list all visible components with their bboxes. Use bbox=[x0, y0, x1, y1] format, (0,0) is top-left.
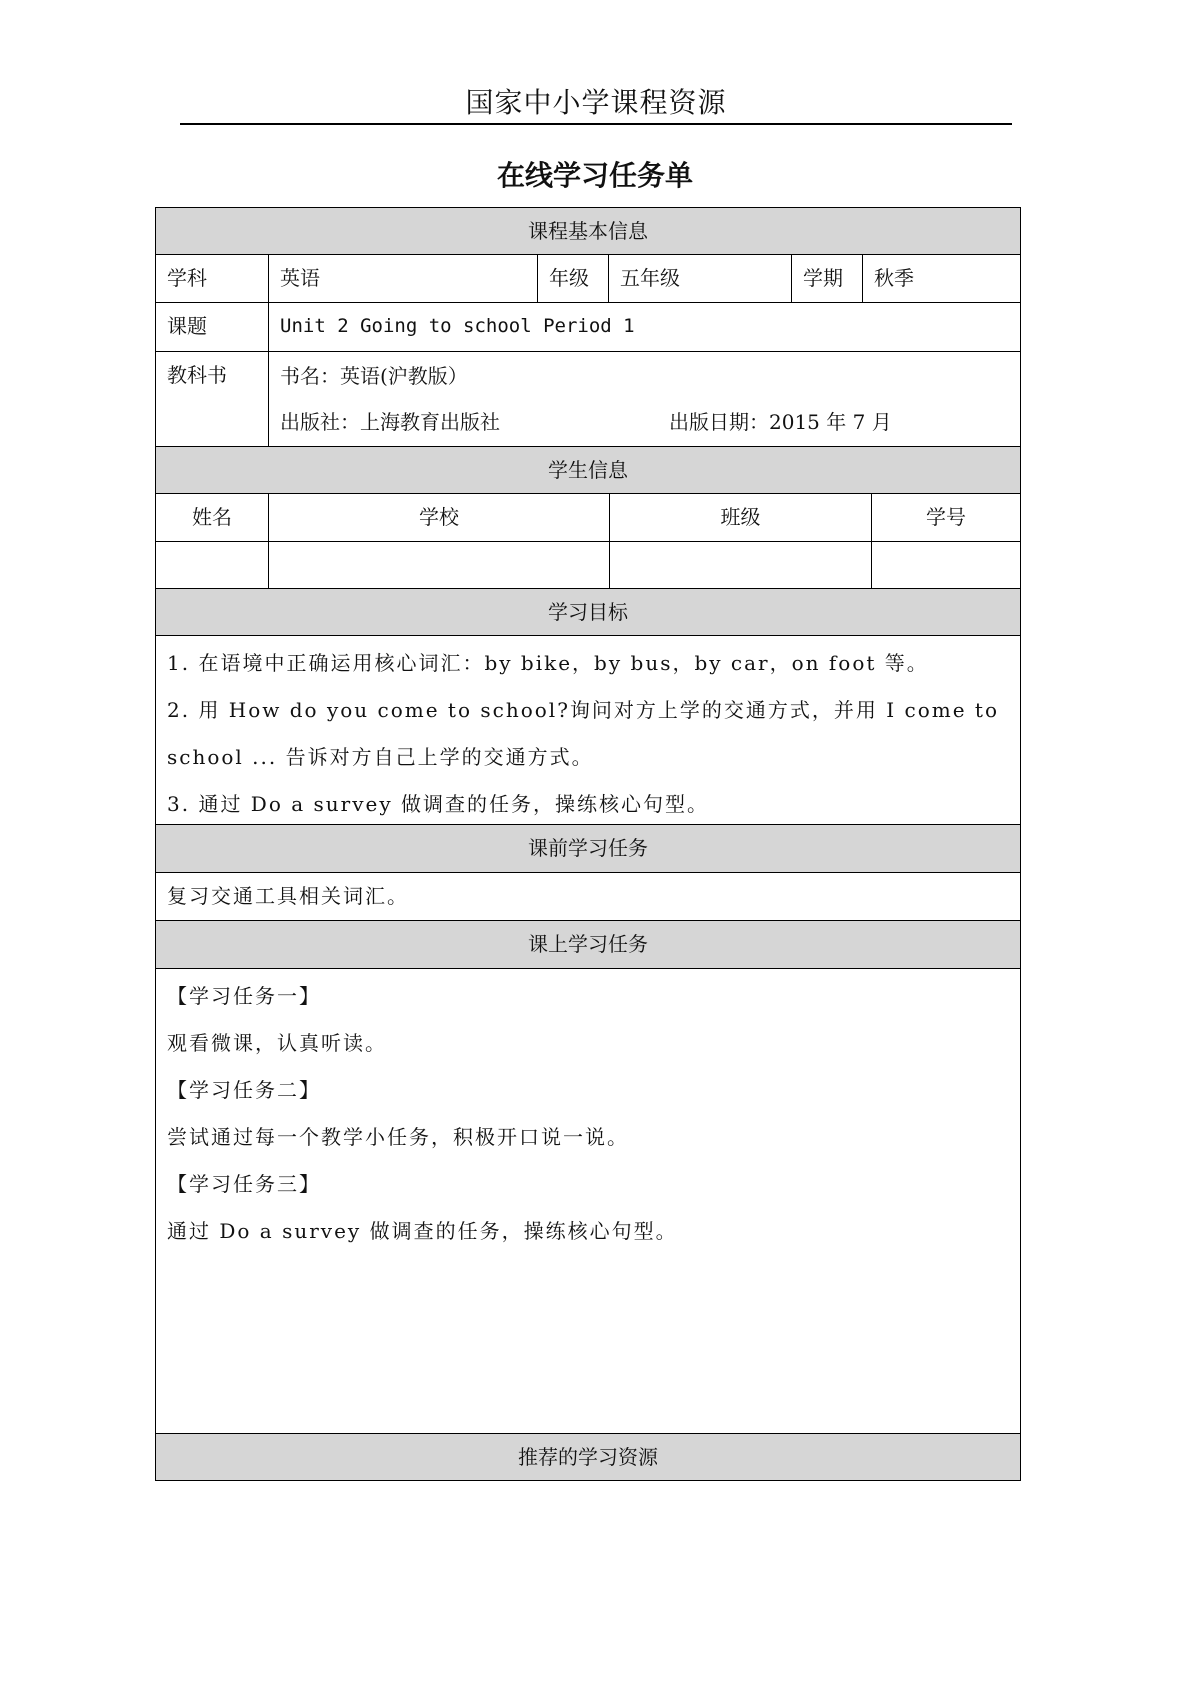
book-name: 书名：英语(沪教版） bbox=[280, 364, 468, 388]
grade-label: 年级 bbox=[537, 254, 609, 303]
task-heading-2: 【学习任务二】 bbox=[167, 1078, 321, 1102]
objective-item: 2. 用 How do you come to school?询问对方上学的交通方式，并用 I come to bbox=[167, 698, 1000, 722]
topic-label: 课题 bbox=[155, 302, 269, 352]
page-header-title: 国家中小学课程资源 bbox=[465, 86, 727, 119]
name-label: 姓名 bbox=[155, 493, 269, 542]
topic-value: Unit 2 Going to school Period 1 bbox=[268, 302, 1021, 352]
pre-class-task: 复习交通工具相关词汇。 bbox=[155, 872, 1021, 921]
task-content-2: 尝试通过每一个教学小任务，积极开口说一说。 bbox=[167, 1125, 629, 1149]
section-pre-class: 课前学习任务 bbox=[155, 824, 1021, 873]
task-heading-3: 【学习任务三】 bbox=[167, 1172, 321, 1196]
term-label: 学期 bbox=[791, 254, 863, 303]
objectives-list bbox=[155, 635, 1021, 825]
class-label: 班级 bbox=[609, 493, 872, 542]
section-student-info: 学生信息 bbox=[155, 446, 1021, 494]
task-content-3: 通过 Do a survey 做调查的任务，操练核心句型。 bbox=[167, 1219, 678, 1243]
student-id-field bbox=[871, 541, 1021, 589]
publish-date: 出版日期：2015 年 7 月 bbox=[669, 410, 892, 434]
student-id-label: 学号 bbox=[871, 493, 1021, 542]
section-objectives: 学习目标 bbox=[155, 588, 1021, 636]
term-value: 秋季 bbox=[862, 254, 1021, 303]
school-label: 学校 bbox=[268, 493, 610, 542]
header-divider bbox=[180, 123, 1012, 125]
textbook-label: 教科书 bbox=[155, 351, 269, 447]
task-sheet-table bbox=[155, 207, 1021, 1481]
section-resources: 推荐的学习资源 bbox=[155, 1433, 1021, 1481]
section-in-class: 课上学习任务 bbox=[155, 920, 1021, 969]
school-field bbox=[268, 541, 610, 589]
objective-item: 1. 在语境中正确运用核心词汇：by bike，by bus，by car，on foot 等。 bbox=[167, 651, 929, 675]
objective-item: school ... 告诉对方自己上学的交通方式。 bbox=[167, 745, 594, 769]
task-content-1: 观看微课，认真听读。 bbox=[167, 1031, 387, 1055]
class-field bbox=[609, 541, 872, 589]
publisher: 出版社：上海教育出版社 bbox=[280, 410, 500, 434]
name-field bbox=[155, 541, 269, 589]
section-basic-info: 课程基本信息 bbox=[155, 207, 1021, 255]
grade-value: 五年级 bbox=[608, 254, 792, 303]
textbook-info bbox=[268, 351, 1021, 447]
objective-item: 3. 通过 Do a survey 做调查的任务，操练核心句型。 bbox=[167, 792, 710, 816]
document-title: 在线学习任务单 bbox=[496, 159, 693, 192]
in-class-tasks bbox=[155, 968, 1021, 1434]
task-heading-1: 【学习任务一】 bbox=[167, 984, 321, 1008]
subject-value: 英语 bbox=[268, 254, 538, 303]
subject-label: 学科 bbox=[155, 254, 269, 303]
